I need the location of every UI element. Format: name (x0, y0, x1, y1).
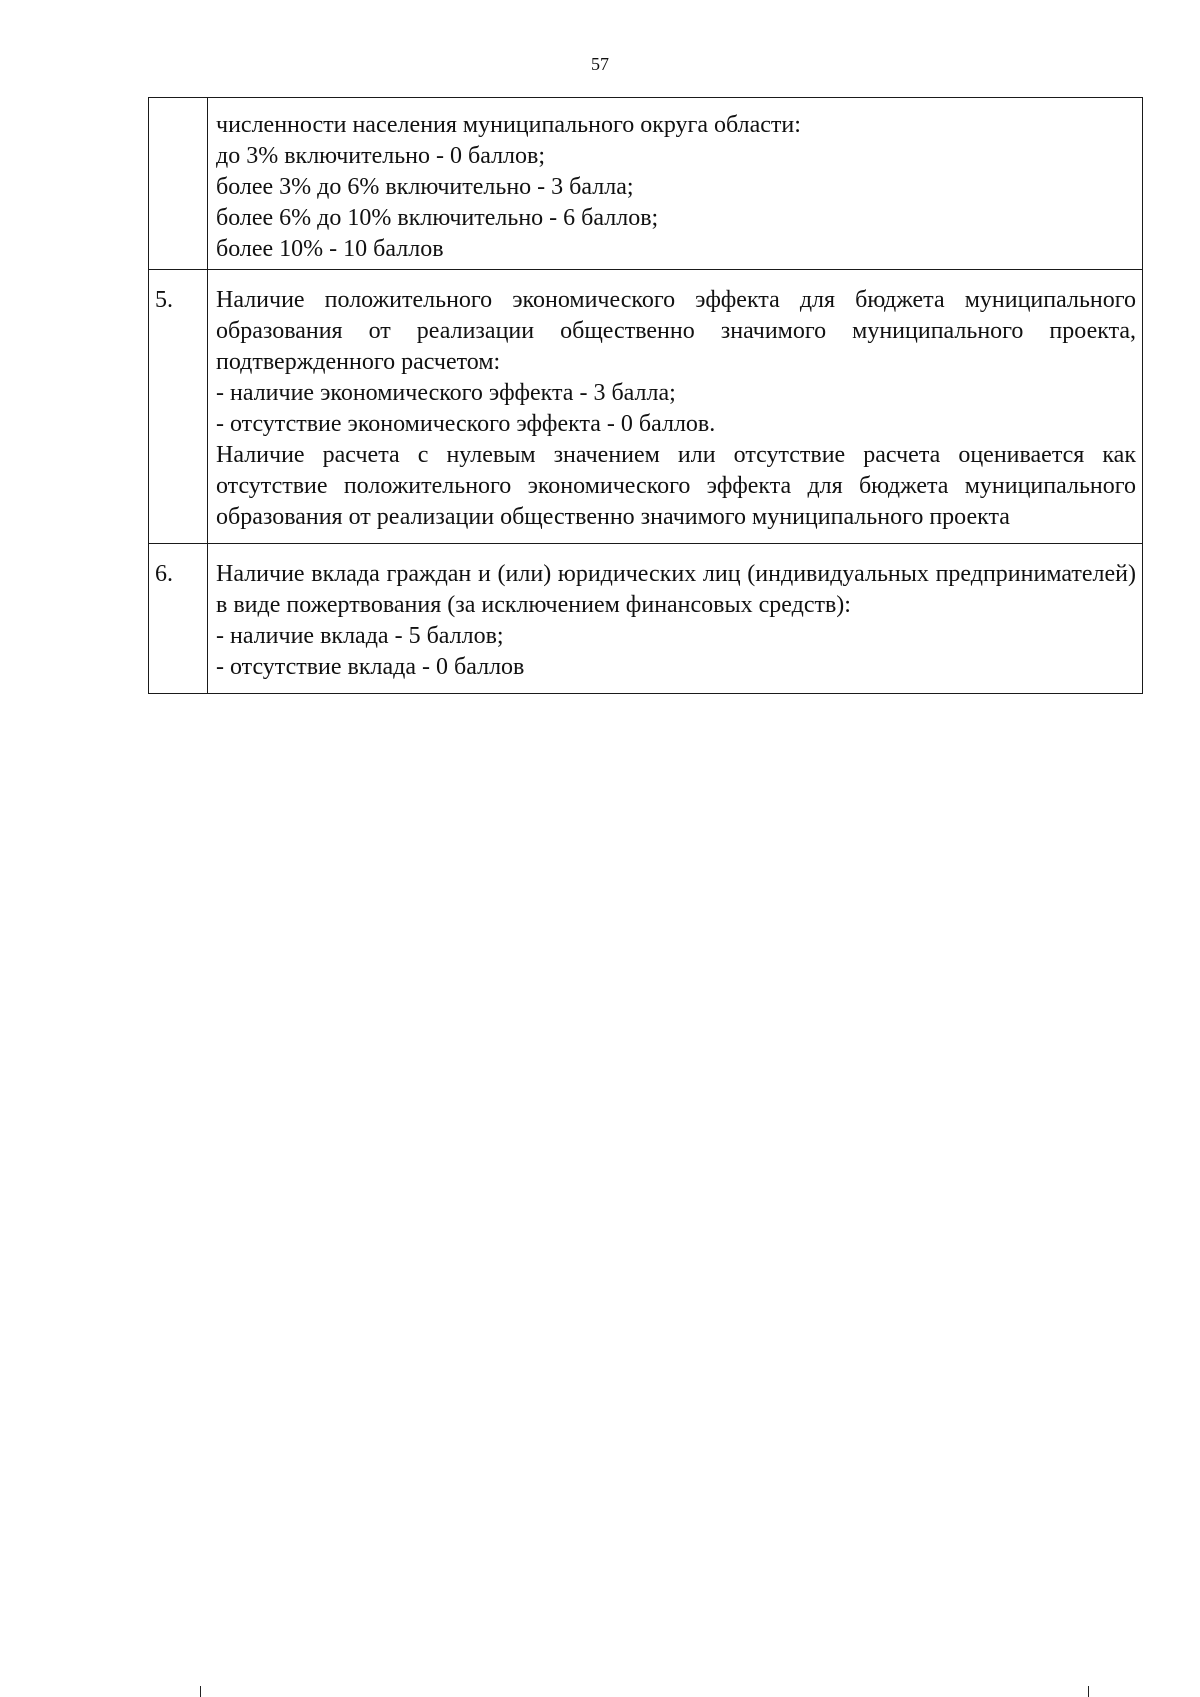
scan-mark-right (1088, 1686, 1089, 1697)
row-line: более 6% до 10% включительно - 6 баллов; (216, 205, 659, 231)
row-text (208, 98, 1143, 270)
row-line: - отсутствие экономического эффекта - 0 баллов. (216, 411, 716, 437)
row-line: Наличие расчета с нулевым значением или отсутствие расчета оценивается как отсутствие положительного экономического эффекта для бюджета муниципального образования от реализации общественно значимого муниципального проекта (216, 442, 1136, 530)
row-line: - наличие экономического эффекта - 3 балла; (216, 380, 676, 406)
row-number: 5. (149, 270, 208, 544)
row-number (149, 98, 208, 270)
row-line: более 10% - 10 баллов (216, 236, 444, 262)
row-text (208, 270, 1143, 544)
row-text (208, 544, 1143, 694)
scan-mark-left (200, 1686, 201, 1697)
table-row (149, 544, 1143, 694)
row-line: - наличие вклада - 5 баллов; (216, 623, 504, 649)
row-line: - отсутствие вклада - 0 баллов (216, 654, 525, 680)
row-line: более 3% до 6% включительно - 3 балла; (216, 174, 634, 200)
row-number: 6. (149, 544, 208, 694)
row-line: Наличие положительного экономического эффекта для бюджета муниципального образования от реализации общественно значимого муниципального проекта, подтвержденного расчетом: (216, 287, 1136, 375)
criteria-table (148, 97, 1143, 694)
row-line: численности населения муниципального округа области: (216, 112, 801, 138)
table-row (149, 98, 1143, 270)
page-number: 57 (591, 54, 609, 74)
row-line: до 3% включительно - 0 баллов; (216, 143, 546, 169)
table-row (149, 270, 1143, 544)
row-line: Наличие вклада граждан и (или) юридических лиц (индивидуальных предпринимателей) в виде пожертвования (за исключением финансовых средств): (216, 561, 1136, 618)
